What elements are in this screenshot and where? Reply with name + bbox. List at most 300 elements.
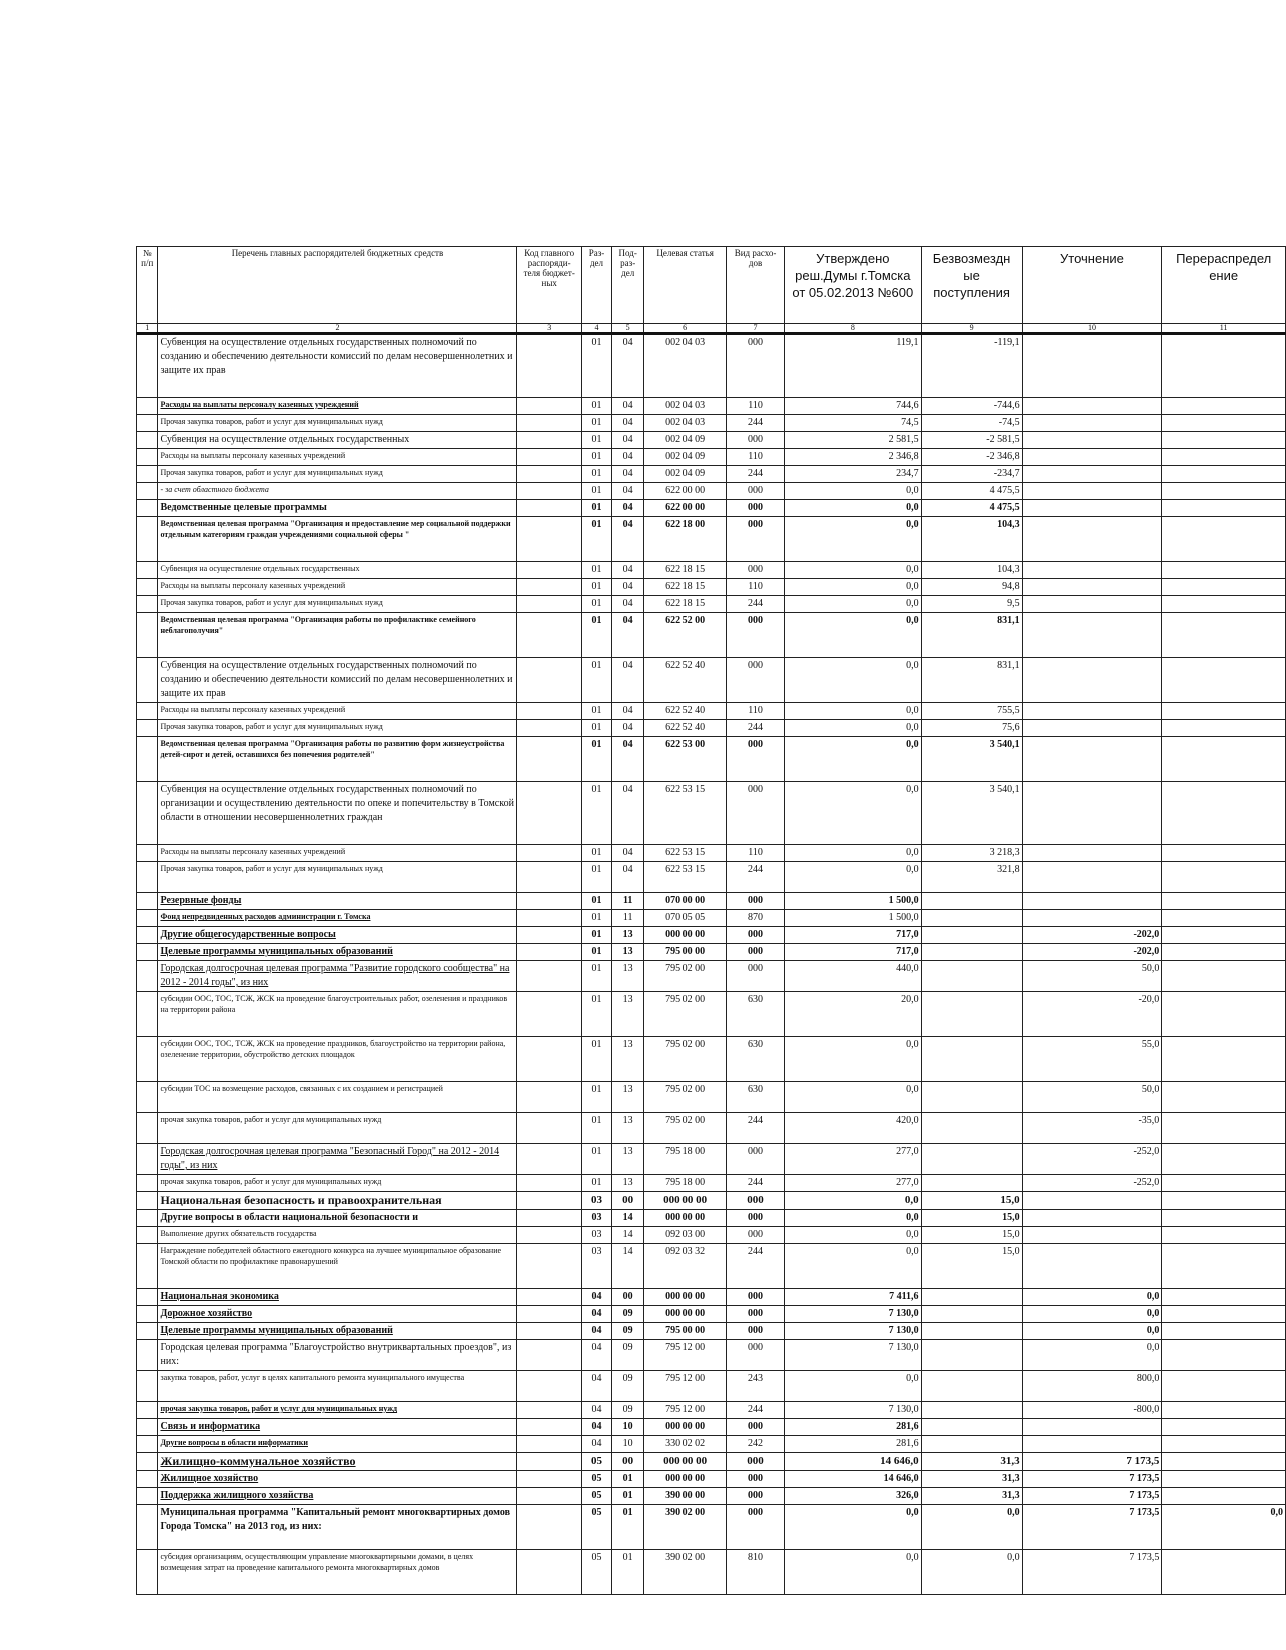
row-number (137, 862, 158, 893)
row-grbs-code (517, 1037, 581, 1082)
row-target-article: 390 00 00 (644, 1488, 727, 1505)
row-clarification: 7 173,5 (1022, 1471, 1162, 1488)
row-grants: 831,1 (921, 613, 1022, 658)
row-expense-type: 244 (727, 1244, 785, 1289)
row-target-article: 622 18 15 (644, 596, 727, 613)
column-number: 2 (158, 324, 517, 334)
row-grants (921, 1340, 1022, 1371)
row-name: Национальная экономика (158, 1289, 517, 1306)
row-approved: 0,0 (785, 579, 922, 596)
row-clarification (1022, 432, 1162, 449)
row-grbs-code (517, 398, 581, 415)
row-expense-type: 000 (727, 1340, 785, 1371)
row-grants (921, 1306, 1022, 1323)
row-approved: 7 130,0 (785, 1323, 922, 1340)
row-expense-type: 000 (727, 927, 785, 944)
row-podrazdel: 09 (612, 1340, 644, 1371)
row-redistribution (1162, 1082, 1286, 1113)
table-row (137, 1244, 1286, 1289)
row-target-article: 795 02 00 (644, 1037, 727, 1082)
row-name: Выполнение других обязательств государства (158, 1227, 517, 1244)
row-approved: 0,0 (785, 1550, 922, 1595)
row-approved: 0,0 (785, 1082, 922, 1113)
table-row (137, 1227, 1286, 1244)
row-redistribution (1162, 562, 1286, 579)
row-razdel: 01 (581, 845, 611, 862)
row-approved: 2 581,5 (785, 432, 922, 449)
row-podrazdel: 00 (612, 1289, 644, 1306)
table-row (137, 1210, 1286, 1227)
row-grbs-code (517, 893, 581, 910)
row-clarification (1022, 737, 1162, 782)
row-expense-type: 000 (727, 1192, 785, 1210)
row-number (137, 517, 158, 562)
column-number: 5 (612, 324, 644, 334)
row-target-article: 622 18 15 (644, 579, 727, 596)
row-razdel: 01 (581, 1037, 611, 1082)
row-grants (921, 1402, 1022, 1419)
row-podrazdel: 04 (612, 517, 644, 562)
row-grants: 3 218,3 (921, 845, 1022, 862)
row-redistribution (1162, 1210, 1286, 1227)
row-redistribution (1162, 1550, 1286, 1595)
row-podrazdel: 13 (612, 961, 644, 992)
row-podrazdel: 13 (612, 1037, 644, 1082)
row-name: Прочая закупка товаров, работ и услуг для муниципальных нужд (158, 596, 517, 613)
row-clarification (1022, 720, 1162, 737)
row-redistribution (1162, 1436, 1286, 1453)
row-grbs-code (517, 862, 581, 893)
row-approved: 0,0 (785, 1371, 922, 1402)
table-row (137, 1550, 1286, 1595)
row-approved: 281,6 (785, 1419, 922, 1436)
header-razdel: Раз- дел (581, 247, 611, 324)
table-row (137, 398, 1286, 415)
row-approved: 277,0 (785, 1175, 922, 1192)
row-target-article: 622 00 00 (644, 483, 727, 500)
table-row (137, 720, 1286, 737)
column-number: 9 (921, 324, 1022, 334)
row-grants: 104,3 (921, 517, 1022, 562)
row-grants: 4 475,5 (921, 483, 1022, 500)
row-expense-type: 110 (727, 579, 785, 596)
row-name: Субвенция на осуществление отдельных государственных полномочий по созданию и обеспечению деятельности комиссий по делам несовершеннолетних и защите их прав (158, 658, 517, 703)
row-redistribution (1162, 1289, 1286, 1306)
row-grbs-code (517, 596, 581, 613)
row-razdel: 05 (581, 1471, 611, 1488)
row-number (137, 398, 158, 415)
row-expense-type: 000 (727, 483, 785, 500)
row-name: Субвенция на осуществление отдельных государственных полномочий по созданию и обеспечению деятельности комиссий по делам несовершеннолетних и защите их прав (158, 334, 517, 398)
row-razdel: 04 (581, 1402, 611, 1419)
row-clarification (1022, 1419, 1162, 1436)
row-podrazdel: 11 (612, 893, 644, 910)
row-clarification (1022, 658, 1162, 703)
row-name: Прочая закупка товаров, работ и услуг для муниципальных нужд (158, 720, 517, 737)
row-grbs-code (517, 944, 581, 961)
row-grbs-code (517, 845, 581, 862)
row-podrazdel: 04 (612, 720, 644, 737)
row-redistribution (1162, 782, 1286, 845)
row-razdel: 01 (581, 1175, 611, 1192)
row-grants: -2 346,8 (921, 449, 1022, 466)
row-redistribution (1162, 500, 1286, 517)
row-redistribution (1162, 613, 1286, 658)
table-row (137, 927, 1286, 944)
row-expense-type: 000 (727, 500, 785, 517)
row-expense-type: 244 (727, 1175, 785, 1192)
row-clarification (1022, 1192, 1162, 1210)
row-approved: 420,0 (785, 1113, 922, 1144)
row-grants: 9,5 (921, 596, 1022, 613)
row-approved: 14 646,0 (785, 1471, 922, 1488)
row-clarification: -252,0 (1022, 1144, 1162, 1175)
table-row (137, 862, 1286, 893)
header-number: № п/п (137, 247, 158, 324)
row-grants: 4 475,5 (921, 500, 1022, 517)
table-row (137, 1192, 1286, 1210)
header-approved: Утверждено реш.Думы г.Томска от 05.02.2013 №600 (785, 247, 922, 324)
row-redistribution (1162, 944, 1286, 961)
row-grbs-code (517, 517, 581, 562)
row-grbs-code (517, 1227, 581, 1244)
row-grants (921, 1436, 1022, 1453)
row-approved: 7 130,0 (785, 1340, 922, 1371)
column-number: 6 (644, 324, 727, 334)
row-name: субсидия организациям, осуществляющим управление многоквартирными домами, в целях возмещения затрат на проведение капитального ремонта многоквартирных домов (158, 1550, 517, 1595)
row-grants (921, 1371, 1022, 1402)
row-name: Другие общегосударственные вопросы (158, 927, 517, 944)
row-podrazdel: 04 (612, 562, 644, 579)
table-row (137, 944, 1286, 961)
row-podrazdel: 04 (612, 466, 644, 483)
row-number (137, 1471, 158, 1488)
row-approved: 717,0 (785, 944, 922, 961)
row-approved: 7 130,0 (785, 1306, 922, 1323)
column-number: 7 (727, 324, 785, 334)
row-expense-type: 110 (727, 703, 785, 720)
row-clarification: 0,0 (1022, 1340, 1162, 1371)
row-approved: 7 411,6 (785, 1289, 922, 1306)
row-number (137, 1082, 158, 1113)
row-podrazdel: 13 (612, 1175, 644, 1192)
row-expense-type: 000 (727, 1306, 785, 1323)
row-name: закупка товаров, работ, услуг в целях капитального ремонта муниципального имущества (158, 1371, 517, 1402)
row-redistribution (1162, 415, 1286, 432)
row-podrazdel: 13 (612, 1113, 644, 1144)
table-row (137, 562, 1286, 579)
table-row (137, 1371, 1286, 1402)
row-podrazdel: 13 (612, 944, 644, 961)
row-redistribution (1162, 1402, 1286, 1419)
row-clarification (1022, 449, 1162, 466)
row-number (137, 613, 158, 658)
table-row (137, 1113, 1286, 1144)
row-name: субсидии ТОС на возмещение расходов, связанных с их созданием и регистрацией (158, 1082, 517, 1113)
row-clarification (1022, 562, 1162, 579)
header-expense-type: Вид расхо- дов (727, 247, 785, 324)
row-redistribution (1162, 1471, 1286, 1488)
row-podrazdel: 04 (612, 415, 644, 432)
row-target-article: 000 00 00 (644, 927, 727, 944)
row-razdel: 01 (581, 449, 611, 466)
row-podrazdel: 04 (612, 579, 644, 596)
table-row (137, 910, 1286, 927)
row-redistribution (1162, 1175, 1286, 1192)
row-podrazdel: 04 (612, 500, 644, 517)
row-podrazdel: 04 (612, 398, 644, 415)
row-clarification: -202,0 (1022, 944, 1162, 961)
row-clarification (1022, 613, 1162, 658)
row-number (137, 720, 158, 737)
row-name: - за счет областного бюджета (158, 483, 517, 500)
row-expense-type: 244 (727, 720, 785, 737)
header-name: Перечень главных распорядителей бюджетных средств (158, 247, 517, 324)
row-number (137, 910, 158, 927)
table-row (137, 432, 1286, 449)
row-expense-type: 000 (727, 893, 785, 910)
row-clarification: 7 173,5 (1022, 1453, 1162, 1471)
row-expense-type: 810 (727, 1550, 785, 1595)
row-podrazdel: 09 (612, 1323, 644, 1340)
row-redistribution (1162, 1323, 1286, 1340)
row-podrazdel: 04 (612, 782, 644, 845)
table-row (137, 415, 1286, 432)
row-redistribution (1162, 432, 1286, 449)
row-clarification: -252,0 (1022, 1175, 1162, 1192)
row-redistribution (1162, 1306, 1286, 1323)
table-row (137, 1436, 1286, 1453)
row-clarification (1022, 579, 1162, 596)
row-razdel: 04 (581, 1371, 611, 1402)
row-podrazdel: 13 (612, 992, 644, 1037)
row-target-article: 622 52 40 (644, 720, 727, 737)
row-grants: 15,0 (921, 1210, 1022, 1227)
row-approved: 0,0 (785, 483, 922, 500)
row-podrazdel: 10 (612, 1436, 644, 1453)
row-expense-type: 242 (727, 1436, 785, 1453)
row-name: Поддержка жилищного хозяйства (158, 1488, 517, 1505)
row-name: Расходы на выплаты персоналу казенных учреждений (158, 845, 517, 862)
row-grants: 31,3 (921, 1488, 1022, 1505)
row-clarification: -35,0 (1022, 1113, 1162, 1144)
row-grants (921, 910, 1022, 927)
row-redistribution (1162, 1453, 1286, 1471)
row-clarification: 55,0 (1022, 1037, 1162, 1082)
row-redistribution (1162, 1488, 1286, 1505)
row-podrazdel: 04 (612, 613, 644, 658)
row-razdel: 01 (581, 432, 611, 449)
row-razdel: 05 (581, 1505, 611, 1550)
row-target-article: 002 04 09 (644, 432, 727, 449)
row-clarification: 7 173,5 (1022, 1488, 1162, 1505)
row-name: Расходы на выплаты персоналу казенных учреждений (158, 398, 517, 415)
table-row (137, 992, 1286, 1037)
row-razdel: 01 (581, 927, 611, 944)
row-razdel: 01 (581, 466, 611, 483)
table-row (137, 579, 1286, 596)
row-expense-type: 000 (727, 1453, 785, 1471)
row-redistribution (1162, 1192, 1286, 1210)
row-number (137, 596, 158, 613)
row-target-article: 795 12 00 (644, 1340, 727, 1371)
column-number: 11 (1162, 324, 1286, 334)
table-row (137, 449, 1286, 466)
row-razdel: 04 (581, 1340, 611, 1371)
row-expense-type: 110 (727, 398, 785, 415)
row-redistribution: 0,0 (1162, 1505, 1286, 1550)
row-redistribution (1162, 483, 1286, 500)
row-grants: 0,0 (921, 1550, 1022, 1595)
row-number (137, 334, 158, 398)
row-razdel: 01 (581, 1113, 611, 1144)
row-grants: 31,3 (921, 1453, 1022, 1471)
table-row (137, 1082, 1286, 1113)
row-grbs-code (517, 1550, 581, 1595)
row-target-article: 070 05 05 (644, 910, 727, 927)
row-razdel: 04 (581, 1419, 611, 1436)
row-razdel: 05 (581, 1488, 611, 1505)
table-row (137, 1037, 1286, 1082)
row-clarification: 50,0 (1022, 1082, 1162, 1113)
row-redistribution (1162, 1227, 1286, 1244)
row-clarification (1022, 398, 1162, 415)
row-clarification: 0,0 (1022, 1323, 1162, 1340)
row-redistribution (1162, 703, 1286, 720)
row-razdel: 03 (581, 1192, 611, 1210)
row-number (137, 927, 158, 944)
row-razdel: 05 (581, 1453, 611, 1471)
row-grants: -119,1 (921, 334, 1022, 398)
row-podrazdel: 04 (612, 432, 644, 449)
row-approved: 0,0 (785, 500, 922, 517)
header-grants: Безвозмездн ые поступления (921, 247, 1022, 324)
row-grbs-code (517, 1340, 581, 1371)
row-grbs-code (517, 961, 581, 992)
row-approved: 281,6 (785, 1436, 922, 1453)
row-razdel: 01 (581, 596, 611, 613)
row-expense-type: 110 (727, 845, 785, 862)
row-grbs-code (517, 658, 581, 703)
row-razdel: 01 (581, 782, 611, 845)
row-grants (921, 961, 1022, 992)
row-number (137, 1340, 158, 1371)
row-grants: 3 540,1 (921, 782, 1022, 845)
header-podrazdel: Под- раз- дел (612, 247, 644, 324)
row-target-article: 390 02 00 (644, 1550, 727, 1595)
row-target-article: 000 00 00 (644, 1453, 727, 1471)
row-target-article: 000 00 00 (644, 1419, 727, 1436)
row-grbs-code (517, 1306, 581, 1323)
row-target-article: 002 04 03 (644, 334, 727, 398)
row-target-article: 795 02 00 (644, 961, 727, 992)
row-razdel: 01 (581, 658, 611, 703)
row-razdel: 04 (581, 1306, 611, 1323)
row-expense-type: 630 (727, 1082, 785, 1113)
table-row (137, 1402, 1286, 1419)
row-approved: 14 646,0 (785, 1453, 922, 1471)
row-grants (921, 1037, 1022, 1082)
row-approved: 119,1 (785, 334, 922, 398)
header-clarification: Уточнение (1022, 247, 1162, 324)
row-grbs-code (517, 703, 581, 720)
row-number (137, 1371, 158, 1402)
table-row (137, 1419, 1286, 1436)
row-clarification (1022, 415, 1162, 432)
row-podrazdel: 04 (612, 862, 644, 893)
row-name: субсидии ООС, ТОС, ТСЖ, ЖСК на проведение благоустроительных работ, озеленения и праздников на территории района (158, 992, 517, 1037)
row-grants (921, 893, 1022, 910)
row-redistribution (1162, 1371, 1286, 1402)
row-podrazdel: 09 (612, 1402, 644, 1419)
row-target-article: 092 03 00 (644, 1227, 727, 1244)
row-number (137, 992, 158, 1037)
row-clarification (1022, 893, 1162, 910)
row-approved: 0,0 (785, 782, 922, 845)
row-grants: 31,3 (921, 1471, 1022, 1488)
row-razdel: 01 (581, 398, 611, 415)
row-podrazdel: 14 (612, 1210, 644, 1227)
row-approved: 74,5 (785, 415, 922, 432)
row-expense-type: 870 (727, 910, 785, 927)
budget-table (136, 246, 1286, 1595)
row-grbs-code (517, 782, 581, 845)
row-approved: 0,0 (785, 1505, 922, 1550)
row-redistribution (1162, 1419, 1286, 1436)
row-clarification: 0,0 (1022, 1306, 1162, 1323)
row-grbs-code (517, 1371, 581, 1402)
row-expense-type: 000 (727, 334, 785, 398)
row-razdel: 01 (581, 862, 611, 893)
row-name: Прочая закупка товаров, работ и услуг для муниципальных нужд (158, 415, 517, 432)
row-clarification (1022, 782, 1162, 845)
row-clarification: 0,0 (1022, 1289, 1162, 1306)
row-grbs-code (517, 720, 581, 737)
header-target-article: Целевая статья (644, 247, 727, 324)
row-expense-type: 630 (727, 1037, 785, 1082)
row-grbs-code (517, 613, 581, 658)
row-target-article: 622 52 40 (644, 703, 727, 720)
row-redistribution (1162, 449, 1286, 466)
row-number (137, 1175, 158, 1192)
row-target-article: 390 02 00 (644, 1505, 727, 1550)
table-row (137, 334, 1286, 398)
column-number: 8 (785, 324, 922, 334)
row-number (137, 737, 158, 782)
row-target-article: 795 12 00 (644, 1371, 727, 1402)
row-name: прочая закупка товаров, работ и услуг для муниципальных нужд (158, 1402, 517, 1419)
table-row (137, 1471, 1286, 1488)
row-redistribution (1162, 720, 1286, 737)
row-grbs-code (517, 992, 581, 1037)
row-target-article: 622 00 00 (644, 500, 727, 517)
row-redistribution (1162, 737, 1286, 782)
row-clarification (1022, 910, 1162, 927)
row-target-article: 002 04 09 (644, 449, 727, 466)
row-number (137, 1436, 158, 1453)
row-number (137, 782, 158, 845)
row-grants: 15,0 (921, 1244, 1022, 1289)
row-grants: -744,6 (921, 398, 1022, 415)
row-approved: 0,0 (785, 1192, 922, 1210)
row-clarification (1022, 466, 1162, 483)
row-redistribution (1162, 992, 1286, 1037)
row-redistribution (1162, 893, 1286, 910)
table-row (137, 1144, 1286, 1175)
row-grants: -234,7 (921, 466, 1022, 483)
row-grbs-code (517, 737, 581, 782)
row-razdel: 03 (581, 1210, 611, 1227)
